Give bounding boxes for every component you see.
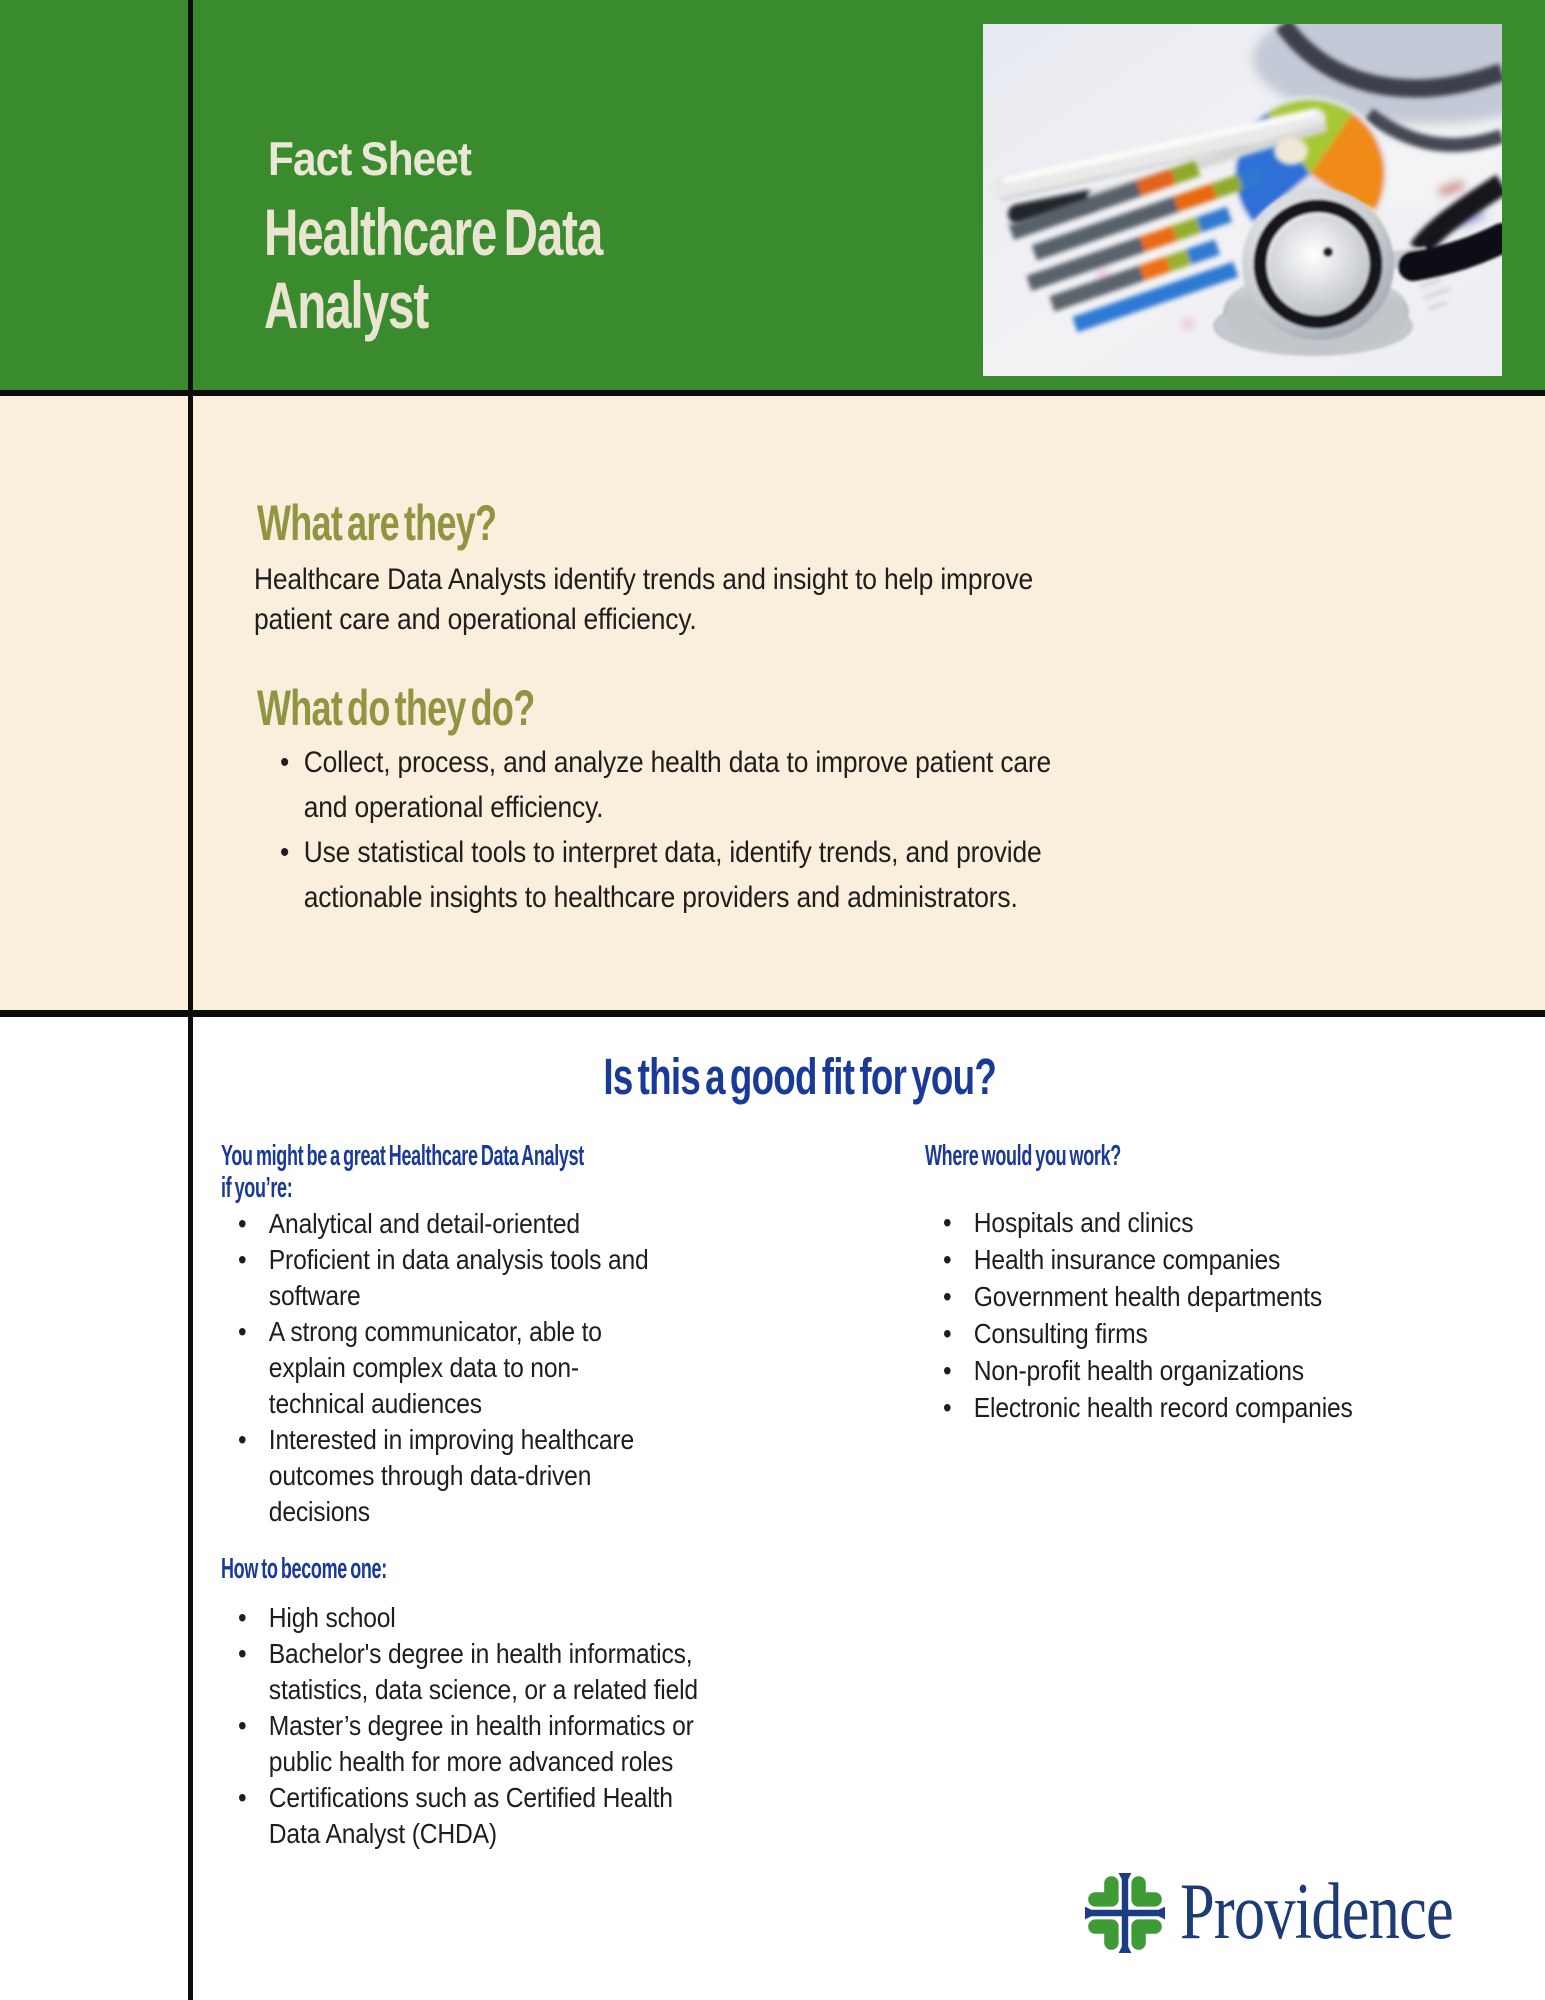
list-line: • Government health departments [973, 1281, 1323, 1312]
where-would-you-work-heading: Where would you work? [925, 1140, 1121, 1172]
what-do-they-do-list [280, 740, 1051, 920]
list-item [943, 1241, 1353, 1278]
how-to-become-one-list [238, 1600, 698, 1852]
list-item [238, 1422, 649, 1530]
what-are-they-heading: What are they? [257, 495, 497, 551]
divider-top [0, 390, 1545, 396]
left-column-list [238, 1206, 649, 1530]
list-item [943, 1278, 1353, 1315]
list-line: and operational efficiency. [303, 791, 604, 824]
list-item [280, 830, 1051, 920]
list-line: • Master’s degree in health informatics or [268, 1710, 694, 1741]
list-item [238, 1206, 649, 1242]
list-line: • Certifications such as Certified Health [268, 1782, 673, 1813]
how-to-become-one-heading: How to become one: [221, 1553, 387, 1585]
list-line: • Analytical and detail-oriented [268, 1208, 580, 1239]
left-column-heading-line1: You might be a great Healthcare Data Analyst [221, 1140, 584, 1172]
list-line: • Collect, process, and analyze health data to improve patient care [303, 746, 1052, 779]
list-item [943, 1389, 1353, 1426]
page-title-line1: Healthcare Data [264, 195, 603, 269]
list-line: • A strong communicator, able to [268, 1316, 602, 1347]
list-item [280, 740, 1051, 830]
list-line: • Bachelor's degree in health informatics, [268, 1638, 693, 1669]
list-item [238, 1780, 698, 1852]
list-line: • High school [268, 1602, 396, 1633]
paragraph-line: Healthcare Data Analysts identify trends and insight to help improve [254, 563, 1034, 596]
list-item [238, 1242, 649, 1314]
list-line: decisions [268, 1496, 370, 1527]
list-item [238, 1636, 698, 1708]
providence-cross-icon [1085, 1873, 1165, 1953]
list-line: outcomes through data-driven [268, 1460, 592, 1491]
list-line: • Health insurance companies [973, 1244, 1281, 1275]
left-column-heading [221, 1140, 584, 1204]
where-would-you-work-list [943, 1204, 1353, 1426]
fit-heading: Is this a good fit for you? [603, 1048, 997, 1105]
list-line: • Use statistical tools to interpret data, identify trends, and provide [303, 836, 1042, 869]
list-line: explain complex data to non- [268, 1352, 579, 1383]
left-column-heading-line2: if you’re: [221, 1172, 293, 1204]
list-item [943, 1315, 1353, 1352]
list-item [943, 1352, 1353, 1389]
page-title-line2: Analyst [264, 268, 429, 342]
list-line: • Electronic health record companies [973, 1392, 1353, 1423]
what-are-they-paragraph [254, 560, 1033, 640]
kicker: Fact Sheet [268, 132, 472, 185]
list-line: • Hospitals and clinics [973, 1207, 1194, 1238]
paragraph-line: patient care and operational efficiency. [254, 603, 697, 636]
list-line: • Non-profit health organizations [973, 1355, 1304, 1386]
stethoscope-photo [983, 24, 1502, 376]
list-item [238, 1600, 698, 1636]
list-line: statistics, data science, or a related field [268, 1674, 698, 1705]
providence-wordmark: Providence [1180, 1868, 1453, 1956]
list-item [943, 1204, 1353, 1241]
list-line: technical audiences [268, 1388, 482, 1419]
list-line: • Consulting firms [973, 1318, 1148, 1349]
fit-heading-wrap [55, 1049, 1545, 1105]
divider-middle [0, 1010, 1545, 1017]
left-vertical-rule [188, 0, 193, 2000]
page-title [264, 196, 734, 342]
stethoscope-photo-art [983, 24, 1502, 376]
list-item [238, 1708, 698, 1780]
what-do-they-do-heading: What do they do? [257, 680, 535, 736]
list-line: Data Analyst (CHDA) [268, 1818, 497, 1849]
list-item [238, 1314, 649, 1422]
list-line: software [268, 1280, 361, 1311]
list-line: actionable insights to healthcare providers and administrators. [303, 881, 1018, 914]
list-line: • Interested in improving healthcare [268, 1424, 634, 1455]
list-line: public health for more advanced roles [268, 1746, 674, 1777]
list-line: • Proficient in data analysis tools and [268, 1244, 649, 1275]
